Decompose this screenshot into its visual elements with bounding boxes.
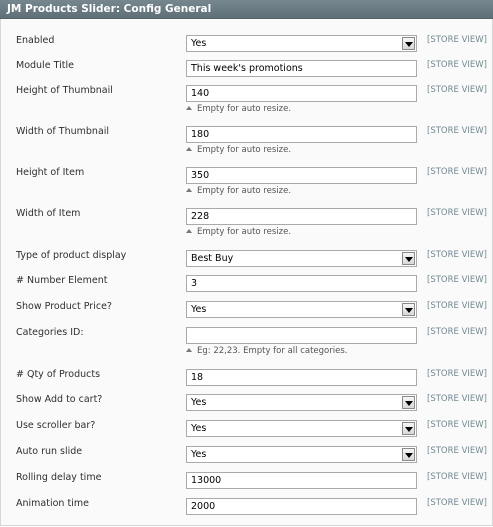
scope-label: [STORE VIEW] (427, 85, 487, 95)
label-show-product-price: Show Product Price? (16, 301, 112, 312)
label-use-scroller-bar: Use scroller bar? (16, 420, 96, 431)
field-note (186, 227, 291, 237)
note-arrow-icon (186, 106, 192, 110)
module-title-value: This week's promotions (191, 63, 303, 74)
qty-of-products-input[interactable] (186, 369, 417, 386)
width-of-item-input[interactable] (186, 208, 417, 225)
label-enabled: Enabled (16, 35, 55, 46)
label-type-of-product-display: Type of product display (16, 250, 127, 261)
type-of-product-display-value: Best Buy (191, 253, 234, 264)
height-of-item-value: 350 (191, 170, 210, 181)
label-height-of-thumbnail: Height of Thumbnail (16, 85, 113, 96)
use-scroller-bar-select[interactable] (186, 420, 417, 437)
scope-label: [STORE VIEW] (427, 498, 487, 508)
scope-label: [STORE VIEW] (427, 275, 487, 285)
scope-label: [STORE VIEW] (427, 60, 487, 70)
note-arrow-icon (186, 188, 192, 192)
animation-time-input[interactable] (186, 498, 417, 515)
auto-run-slide-select[interactable] (186, 446, 417, 463)
label-qty-of-products: # Qty of Products (16, 369, 101, 380)
chevron-down-icon[interactable] (402, 422, 415, 435)
enabled-select[interactable] (186, 35, 417, 52)
scope-label: [STORE VIEW] (427, 369, 487, 379)
chevron-down-icon[interactable] (402, 37, 415, 50)
scope-label: [STORE VIEW] (427, 126, 487, 136)
width-of-thumbnail-input[interactable] (186, 126, 417, 143)
scope-label: [STORE VIEW] (427, 420, 487, 430)
show-product-price-select[interactable] (186, 301, 417, 318)
note-arrow-icon (186, 147, 192, 151)
label-width-of-thumbnail: Width of Thumbnail (16, 126, 110, 137)
chevron-down-icon[interactable] (402, 448, 415, 461)
chevron-down-icon[interactable] (402, 252, 415, 265)
note-text: Eg: 22,23. Empty for all categories. (197, 346, 348, 356)
module-title-input[interactable] (186, 60, 417, 77)
height-of-thumbnail-value: 140 (191, 88, 210, 99)
height-of-item-input[interactable] (186, 167, 417, 184)
note-text: Empty for auto resize. (197, 186, 292, 196)
scope-label: [STORE VIEW] (427, 208, 487, 218)
enabled-value: Yes (191, 38, 207, 49)
show-product-price-value: Yes (191, 304, 207, 315)
scope-label: [STORE VIEW] (427, 394, 487, 404)
label-categories-id: Categories ID: (16, 327, 84, 338)
scope-label: [STORE VIEW] (427, 250, 487, 260)
scope-label: [STORE VIEW] (427, 167, 487, 177)
note-text: Empty for auto resize. (197, 145, 292, 155)
scope-label: [STORE VIEW] (427, 327, 487, 337)
height-of-thumbnail-input[interactable] (186, 85, 417, 102)
label-animation-time: Animation time (16, 498, 89, 509)
number-element-input[interactable] (186, 275, 417, 292)
width-of-item-value: 228 (191, 211, 210, 222)
animation-time-value: 2000 (191, 501, 216, 512)
width-of-thumbnail-value: 180 (191, 129, 210, 140)
scope-label: [STORE VIEW] (427, 446, 487, 456)
label-show-add-to-cart: Show Add to cart? (16, 394, 103, 405)
auto-run-slide-value: Yes (191, 449, 207, 460)
field-note (186, 145, 291, 155)
type-of-product-display-select[interactable] (186, 250, 417, 267)
scope-label: [STORE VIEW] (427, 301, 487, 311)
note-arrow-icon (186, 348, 192, 352)
use-scroller-bar-value: Yes (191, 423, 207, 434)
label-rolling-delay-time: Rolling delay time (16, 472, 102, 483)
label-auto-run-slide: Auto run slide (16, 446, 83, 457)
number-element-value: 3 (191, 278, 198, 289)
show-add-to-cart-value: Yes (191, 397, 207, 408)
chevron-down-icon[interactable] (402, 396, 415, 409)
label-number-element: # Number Element (16, 275, 108, 286)
label-width-of-item: Width of Item (16, 208, 81, 219)
section-title: JM Products Slider: Config General (7, 3, 212, 15)
scope-label: [STORE VIEW] (427, 472, 487, 482)
show-add-to-cart-select[interactable] (186, 394, 417, 411)
label-module-title: Module Title (16, 60, 74, 71)
rolling-delay-time-input[interactable] (186, 472, 417, 489)
qty-of-products-value: 18 (191, 372, 204, 383)
note-arrow-icon (186, 229, 192, 233)
chevron-down-icon[interactable] (402, 303, 415, 316)
field-note (186, 104, 291, 114)
field-note (186, 186, 291, 196)
note-text: Empty for auto resize. (197, 227, 292, 237)
field-note (186, 346, 347, 356)
label-height-of-item: Height of Item (16, 167, 85, 178)
note-text: Empty for auto resize. (197, 104, 292, 114)
categories-id-input[interactable] (186, 327, 417, 344)
rolling-delay-time-value: 13000 (191, 475, 222, 486)
section-header[interactable] (0, 0, 493, 19)
scope-label: [STORE VIEW] (427, 35, 487, 45)
